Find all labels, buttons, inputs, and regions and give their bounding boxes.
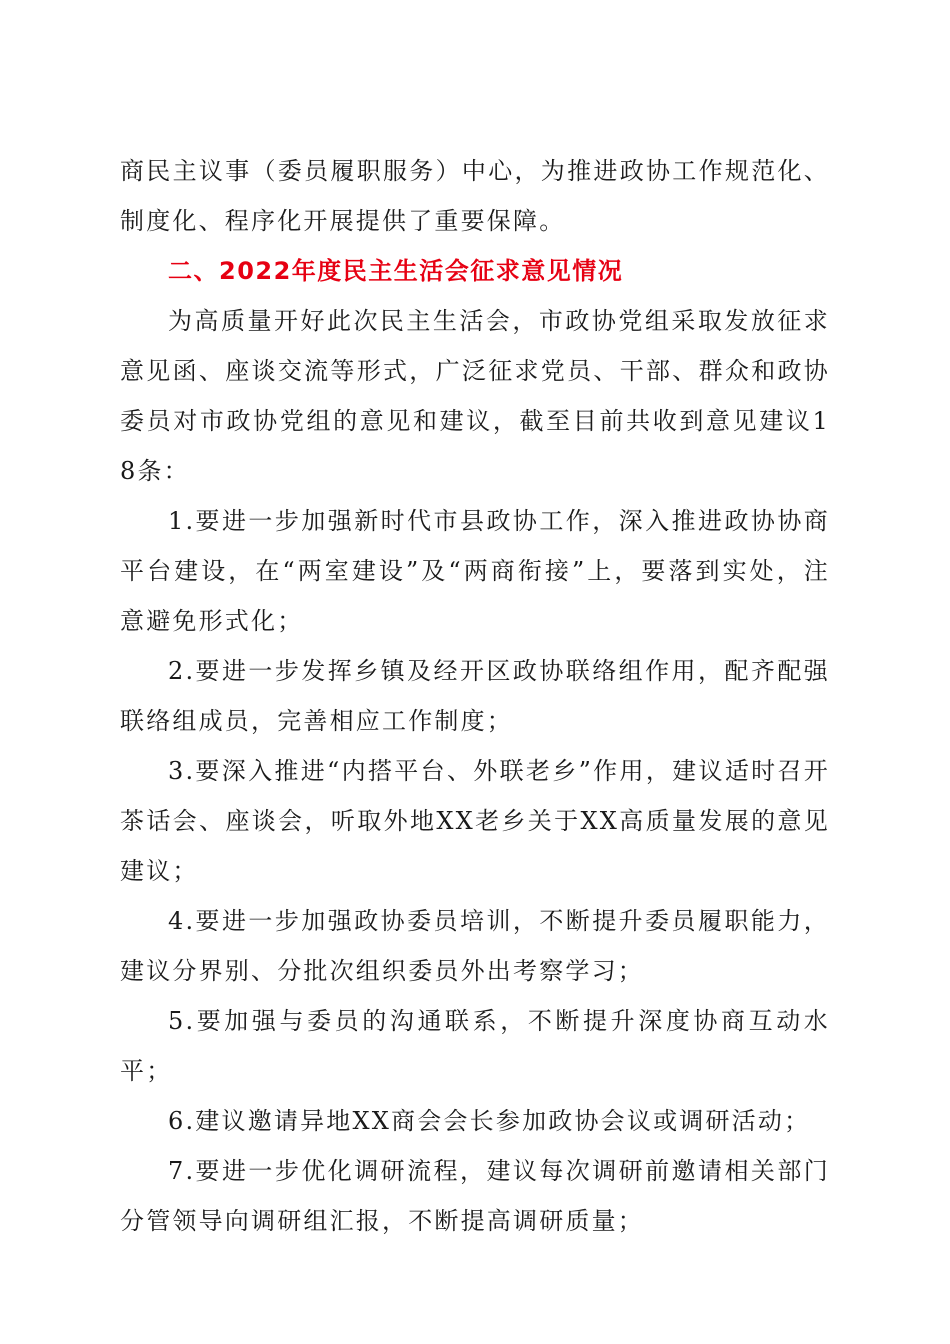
document-body bbox=[120, 146, 830, 1246]
lead-paragraph: 为高质量开好此次民主生活会，市政协党组采取发放征求意见函、座谈交流等形式，广泛征求党员、干部、群众和政协委员对市政协党组的意见和建议，截至目前共收到意见建议18条： bbox=[120, 307, 830, 485]
list-item: 7.要进一步优化调研流程，建议每次调研前邀请相关部门分管领导向调研组汇报，不断提高调研质量； bbox=[120, 1157, 830, 1235]
list-item: 2.要进一步发挥乡镇及经开区政协联络组作用，配齐配强联络组成员，完善相应工作制度； bbox=[120, 657, 830, 735]
intro-paragraph: 商民主议事（委员履职服务）中心，为推进政协工作规范化、制度化、程序化开展提供了重要保障。 bbox=[120, 157, 830, 235]
list-item: 3.要深入推进“内搭平台、外联老乡”作用，建议适时召开茶话会、座谈会，听取外地XX老乡关于XX高质量发展的意见建议； bbox=[120, 757, 830, 885]
section-heading: 二、2022年度民主生活会征求意见情况 bbox=[168, 257, 624, 285]
list-item: 4.要进一步加强政协委员培训，不断提升委员履职能力，建议分界别、分批次组织委员外出考察学习； bbox=[120, 907, 830, 985]
list-item: 6.建议邀请异地XX商会会长参加政协会议或调研活动； bbox=[168, 1107, 811, 1135]
list-item: 1.要进一步加强新时代市县政协工作，深入推进政协协商平台建设，在“两室建设”及“两商衔接”上，要落到实处，注意避免形式化； bbox=[120, 507, 830, 635]
list-item: 5.要加强与委员的沟通联系，不断提升深度协商互动水平； bbox=[120, 1007, 830, 1085]
